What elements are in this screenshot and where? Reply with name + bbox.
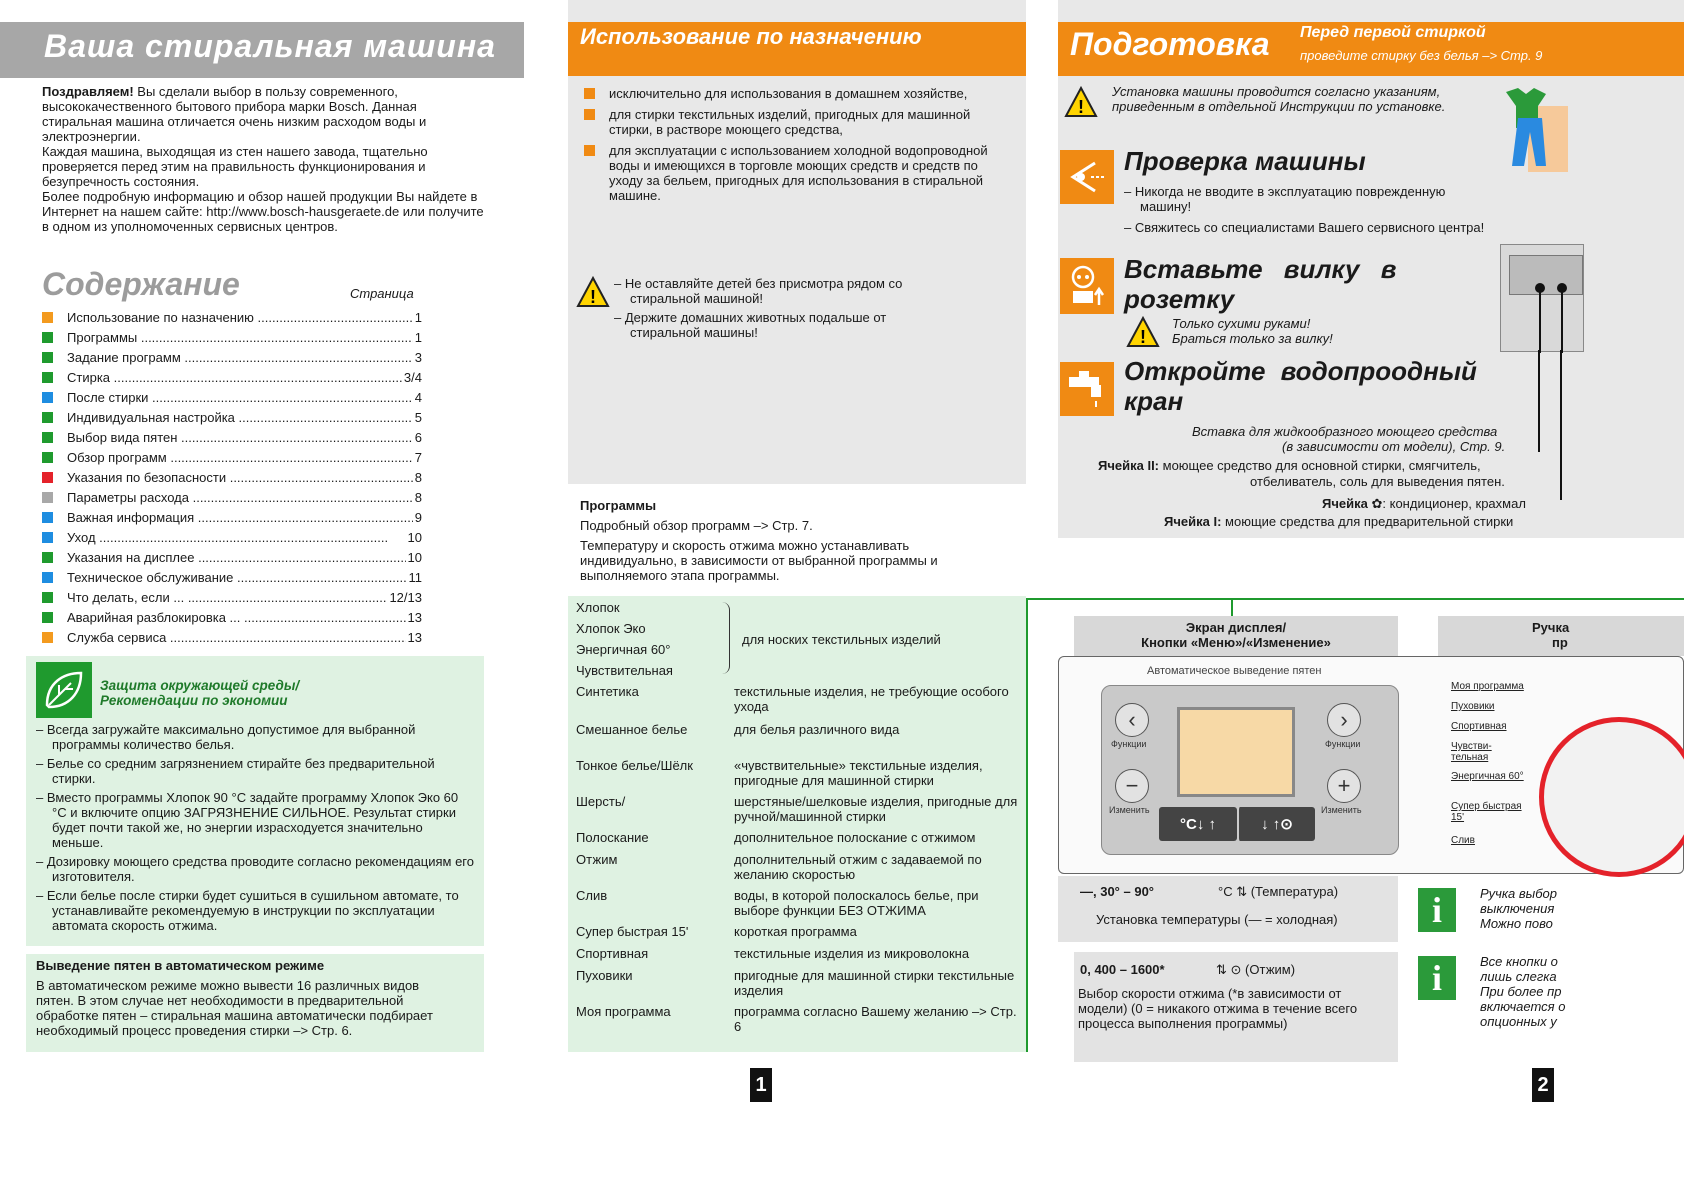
pointer-line-2 xyxy=(1560,350,1562,500)
toc-item[interactable] xyxy=(42,370,422,385)
toc-item[interactable] xyxy=(42,610,422,625)
temp-desc: Установка температуры (— = холодная) xyxy=(1096,912,1338,927)
toc-label: Обзор программ ..... xyxy=(67,450,413,465)
warning-item: – Держите домашних животных подальше от стиральной машины! xyxy=(614,310,887,340)
program-name: Тонкое белье/Шёлк xyxy=(576,758,693,773)
temp-range: —, 30° – 90° xyxy=(1080,884,1154,899)
toc-page: 5 xyxy=(414,410,422,425)
page-label: Страница xyxy=(350,286,414,301)
program-name: Шерсть/ xyxy=(576,794,626,809)
program-selector-item[interactable]: Спортивная xyxy=(1451,721,1507,732)
control-panel xyxy=(1058,656,1684,874)
warning-item: – Не оставляйте детей без присмотра рядом со стиральной машиной! xyxy=(614,276,903,306)
program-desc: дополнительное полоскание с отжимом xyxy=(734,830,976,845)
toc-label: Параметры расхода ..... xyxy=(67,490,413,505)
contents-title: Содержание xyxy=(42,266,240,302)
toc-item[interactable] xyxy=(42,350,422,365)
eco-title: Защита окружающей среды/ Рекомендации по экономии xyxy=(100,678,300,708)
func-label-right: Функции xyxy=(1325,739,1361,749)
program-desc: воды, в которой полоскалось белье, при выборе функции БЕЗ ОТЖИМА xyxy=(734,888,979,918)
stain-title: Выведение пятен в автоматическом режиме xyxy=(36,958,325,973)
toc-page: 6 xyxy=(414,430,422,445)
eco-list xyxy=(36,722,476,937)
change-minus-button[interactable]: − xyxy=(1115,769,1149,803)
plug-note-2: Браться только за вилку! xyxy=(1172,331,1333,346)
svg-text:!: ! xyxy=(1140,327,1146,347)
toc-page: 7 xyxy=(414,450,422,465)
program-name: Отжим xyxy=(576,852,618,867)
program-selector-item[interactable]: Слив xyxy=(1451,835,1475,846)
plug-icon xyxy=(1060,258,1114,314)
toc-color-marker xyxy=(42,412,53,423)
temperature-button[interactable]: °C↓ ↑ xyxy=(1159,807,1237,841)
right-title: Подготовка xyxy=(1070,26,1270,62)
program-desc: текстильные изделия, не требующие особого ухода xyxy=(734,684,1009,714)
toc-color-marker xyxy=(42,432,53,443)
toc-item[interactable] xyxy=(42,630,422,645)
toc-item[interactable] xyxy=(42,410,422,425)
connector-line xyxy=(1026,598,1684,600)
toc-color-marker xyxy=(42,472,53,483)
group-program-label: Хлопок xyxy=(576,600,620,615)
toc-label: После стирки ..... xyxy=(67,390,413,405)
spin-range: 0, 400 – 1600* xyxy=(1080,962,1165,977)
left-title-bar xyxy=(0,22,524,78)
program-name: Моя программа xyxy=(576,1004,671,1019)
toc-item[interactable] xyxy=(42,450,422,465)
toc-page: 11 xyxy=(408,570,422,585)
tshirt-illustration xyxy=(1498,88,1568,188)
toc-label: Выбор вида пятен ..... xyxy=(67,430,413,445)
toc-color-marker xyxy=(42,632,53,643)
drawer-illustration xyxy=(1500,244,1584,352)
temp-label: °C ⇅ (Температура) xyxy=(1218,884,1339,899)
handle-heading: Ручка пр xyxy=(1438,616,1684,656)
cell-flower-line: Ячейка ✿: кондиционер, крахмал xyxy=(1322,496,1526,511)
toc-color-marker xyxy=(42,612,53,623)
toc-item[interactable] xyxy=(42,530,422,545)
tap-title-1: Откройте водопроодный xyxy=(1124,356,1477,386)
warning-list xyxy=(614,276,944,344)
programs-ref: Подробный обзор программ –> Стр. 7. xyxy=(580,518,813,533)
toc-item[interactable] xyxy=(42,590,422,605)
program-name: Синтетика xyxy=(576,684,639,699)
toc-color-marker xyxy=(42,512,53,523)
info-text-2: Все кнопки о лишь слегка При более пр включается о опционных у xyxy=(1480,954,1566,1029)
display-screen xyxy=(1177,707,1295,797)
eye-icon xyxy=(1060,150,1114,204)
toc-item[interactable] xyxy=(42,490,422,505)
toc-label: Техническое обслуживание ..... xyxy=(67,570,407,585)
pointer-line xyxy=(1538,350,1540,452)
spin-desc: Выбор скорости отжима (*в зависимости от модели) (0 = никакого отжима в течение всего процесса выполнения программы) xyxy=(1078,986,1358,1031)
toc-page: 1 xyxy=(414,330,422,345)
connector-line-v xyxy=(1026,598,1028,1052)
plug-note-1: Только сухими руками! xyxy=(1172,316,1311,331)
bullet-square-icon xyxy=(584,145,595,156)
toc-label: Что делать, если ... ..... xyxy=(67,590,387,605)
info-text-1: Ручка выбор выключения Можно пово xyxy=(1480,886,1558,931)
toc-item[interactable] xyxy=(42,430,422,445)
program-name: Смешанное белье xyxy=(576,722,688,737)
eco-item: – Если белье после стирки будет сушиться в сушильном автомате, то устанавливайте рекомендуемую в инструкции по эксплуатации автомата скорость отжима. xyxy=(36,888,459,933)
eco-item: – Белье со средним загрязнением стирайте без предварительной стирки. xyxy=(36,756,435,786)
eco-item: – Дозировку моющего средства проводите согласно рекомендациям его изготовителя. xyxy=(36,854,474,884)
middle-title: Использование по назначению xyxy=(580,24,922,49)
programs-title: Программы xyxy=(580,498,657,513)
program-desc: программа согласно Вашему желанию –> Стр. 6 xyxy=(734,1004,1017,1034)
right-title-bar xyxy=(1058,22,1684,76)
leaf-icon xyxy=(36,662,92,718)
toc-label: Указания на дисплее ..... xyxy=(67,550,406,565)
toc-page: 3/4 xyxy=(403,370,422,385)
cell1-line: Ячейка I: моющие средства для предварительной стирки xyxy=(1164,514,1514,529)
toc-label: Индивидуальная настройка ..... xyxy=(67,410,413,425)
program-name: Пуховики xyxy=(576,968,633,983)
cell2-line-1: Ячейка II: моющее средство для основной стирки, смягчитель, xyxy=(1098,458,1481,473)
toc-page: 1 xyxy=(414,310,422,325)
right-subtitle-2: проведите стирку без белья –> Стр. 9 xyxy=(1300,48,1543,63)
toc-label: Программы ..... xyxy=(67,330,413,345)
spin-button[interactable]: ↓ ↑⊙ xyxy=(1237,807,1315,841)
toc-label: Использование по назначению ..... xyxy=(67,310,413,325)
program-name: Супер быстрая 15' xyxy=(576,924,689,939)
toc-page: 3 xyxy=(414,350,422,365)
panel-caption: Автоматическое выведение пятен xyxy=(1147,665,1322,677)
program-desc: «чувствительные» текстильные изделия, пригодные для машинной стирки xyxy=(734,758,983,788)
toc-color-marker xyxy=(42,492,53,503)
programs-text: Температуру и скорость отжима можно устанавливать индивидуально, в зависимости от выбранной программы и выполняемого этапа программы. xyxy=(580,538,938,583)
intro-para-2: Каждая машина, выходящая из стен нашего завода, тщательно проверяется перед этим на правильность функционирования и безупречность состояния. xyxy=(42,144,428,189)
toc-label: Задание программ ..... xyxy=(67,350,413,365)
program-desc: короткая программа xyxy=(734,924,857,939)
toc-item[interactable] xyxy=(42,310,422,325)
bullet-square-icon xyxy=(584,109,595,120)
usage-list xyxy=(584,86,1004,209)
usage-item: для стирки текстильных изделий, пригодных для машинной стирки, в растворе моющего средства, xyxy=(584,107,1004,137)
program-selector-knob[interactable] xyxy=(1539,717,1684,877)
toc-color-marker xyxy=(42,332,53,343)
insert-line-1: Вставка для жидкообразного моющего средства xyxy=(1192,424,1498,439)
middle-title-bar xyxy=(568,22,1026,76)
toc-color-marker xyxy=(42,532,53,543)
toc-page: 13 xyxy=(407,610,422,625)
usage-item: для эксплуатации с использованием холодной водопроводной воды и имеющихся в торговле моющих средств и средств по уходу за бельем, пригодных для использования в стиральной машине. xyxy=(584,143,1004,203)
svg-text:!: ! xyxy=(590,287,596,307)
toc-color-marker xyxy=(42,352,53,363)
toc-label: Стирка ..... xyxy=(67,370,402,385)
program-selector-item[interactable]: Энергичная 60° xyxy=(1451,771,1524,782)
spin-label: ⇅ ⊙ (Отжим) xyxy=(1216,962,1296,977)
program-desc: для белья различного вида xyxy=(734,722,900,737)
stain-box xyxy=(26,954,484,1052)
page-number-2: 2 xyxy=(1532,1068,1554,1102)
toc-page: 10 xyxy=(407,530,422,545)
toc-label: Указания по безопасности ..... xyxy=(67,470,413,485)
toc-color-marker xyxy=(42,372,53,383)
toc-page: 8 xyxy=(414,470,422,485)
eco-item: – Вместо программы Хлопок 90 °С задайте программу Хлопок Эко 60 °C и включите опцию ЗАГРЯЗНЕНИЕ СИЛЬНОЕ. Результат стирки будет почти такой же, но энергии израсходуется значительно меньше. xyxy=(36,790,459,850)
check-title: Проверка машины xyxy=(1124,146,1366,176)
program-desc: шерстяные/шелковые изделия, пригодные для ручной/машинной стирки xyxy=(734,794,1018,824)
intro-para-1: Поздравляем! Вы сделали выбор в пользу современного, высококачественного бытового прибора марки Bosch. Данная стиральная машина отличается очень низким расходом воды и электроэнергии. xyxy=(42,84,427,144)
tap-title-2: кран xyxy=(1124,386,1184,416)
program-name: Полоскание xyxy=(576,830,649,845)
toc-color-marker xyxy=(42,572,53,583)
toc-label: Служба сервиса ..... xyxy=(67,630,406,645)
toc-color-marker xyxy=(42,592,53,603)
bullet-square-icon xyxy=(584,88,595,99)
program-selector-item[interactable]: Пуховики xyxy=(1451,701,1495,712)
change-plus-button[interactable]: + xyxy=(1327,769,1361,803)
check-list xyxy=(1124,184,1490,241)
program-selector-item[interactable]: Чувстви- тельная xyxy=(1451,741,1492,763)
toc-page: 4 xyxy=(414,390,422,405)
check-item: – Никогда не вводите в эксплуатацию поврежденную машину! xyxy=(1124,184,1446,214)
stain-text: В автоматическом режиме можно вывести 16 различных видов пятен. В этом случае нет необходимости в предварительной обработке пятен – стиральная машина автоматически подбирает необходимый процесс проведения стирки –> Стр. 6. xyxy=(36,978,433,1038)
toc-item[interactable] xyxy=(42,510,422,525)
menu-right-button[interactable]: › xyxy=(1327,703,1361,737)
toc-item[interactable] xyxy=(42,550,422,565)
group-desc: для носких текстильных изделий xyxy=(742,632,941,647)
change-label-left: Изменить xyxy=(1109,805,1150,815)
program-name: Слив xyxy=(576,888,608,903)
toc-page: 12/13 xyxy=(389,590,422,605)
program-desc: пригодные для машинной стирки текстильные изделия xyxy=(734,968,1015,998)
program-desc: текстильные изделия из микроволокна xyxy=(734,946,970,961)
install-warning-icon xyxy=(1064,86,1098,123)
svg-text:!: ! xyxy=(1078,97,1084,117)
toc-color-marker xyxy=(42,312,53,323)
info-icon-2: i xyxy=(1418,956,1456,1000)
program-selector-item[interactable]: Моя программа xyxy=(1451,681,1524,692)
eco-item: – Всегда загружайте максимально допустимое для выбранной программы количество белья. xyxy=(36,722,416,752)
toc-item[interactable] xyxy=(42,330,422,345)
plug-title-1: Вставьте вилку в xyxy=(1124,254,1397,284)
toc-color-marker xyxy=(42,392,53,403)
install-note: Установка машины проводится согласно указаниям, приведенным в отдельной Инструкции по установке. xyxy=(1112,84,1446,114)
tap-icon xyxy=(1060,362,1114,416)
menu-left-button[interactable]: ‹ xyxy=(1115,703,1149,737)
right-subtitle-1: Перед первой стиркой xyxy=(1300,24,1486,41)
toc-item[interactable] xyxy=(42,390,422,405)
check-item: – Свяжитесь со специалистами Вашего сервисного центра! xyxy=(1124,220,1485,235)
program-selector-item[interactable]: Супер быстрая 15' xyxy=(1451,801,1522,823)
group-program-label: Хлопок Эко xyxy=(576,621,646,636)
intro-para-3: Более подробную информацию и обзор нашей продукции Вы найдете в Интернет на нашем сайте: http://www.bosch-hausgeraete.de или получите в одном из уполномоченных сервисных центров. xyxy=(42,189,484,234)
toc-label: Уход ..... xyxy=(67,530,406,545)
toc-color-marker xyxy=(42,552,53,563)
plug-warning-icon xyxy=(1126,316,1160,353)
toc-item[interactable] xyxy=(42,570,422,585)
cell2-line-2: отбеливатель, соль для выведения пятен. xyxy=(1250,474,1505,489)
left-title: Ваша стиральная машина xyxy=(44,28,496,64)
page-number-1: 1 xyxy=(750,1068,772,1102)
program-desc: дополнительный отжим с задаваемой по желанию скоростью xyxy=(734,852,982,882)
group-program-label: Чувствительная xyxy=(576,663,673,678)
group-program-label: Энергичная 60° xyxy=(576,642,671,657)
toc-label: Важная информация ..... xyxy=(67,510,413,525)
info-icon-1: i xyxy=(1418,888,1456,932)
plug-title-2: розетку xyxy=(1124,284,1235,314)
toc-label: Аварийная разблокировка ... ..... xyxy=(67,610,406,625)
flower-icon: ✿ xyxy=(1371,496,1383,511)
toc-page: 10 xyxy=(407,550,422,565)
toc-item[interactable] xyxy=(42,470,422,485)
func-label-left: Функции xyxy=(1111,739,1147,749)
change-label-right: Изменить xyxy=(1321,805,1362,815)
eco-box xyxy=(26,656,484,946)
display-heading: Экран дисплея/ Кнопки «Меню»/«Изменение» xyxy=(1074,616,1398,656)
insert-line-2: (в зависимости от модели), Стр. 9. xyxy=(1282,439,1506,454)
intro-text xyxy=(42,84,490,234)
toc-color-marker xyxy=(42,452,53,463)
toc-page: 8 xyxy=(414,490,422,505)
usage-item: исключительно для использования в домашнем хозяйстве, xyxy=(584,86,1004,101)
toc-page: 9 xyxy=(414,510,422,525)
brace xyxy=(720,602,730,674)
program-name: Спортивная xyxy=(576,946,649,961)
warning-icon xyxy=(576,276,610,313)
toc-page: 13 xyxy=(407,630,422,645)
